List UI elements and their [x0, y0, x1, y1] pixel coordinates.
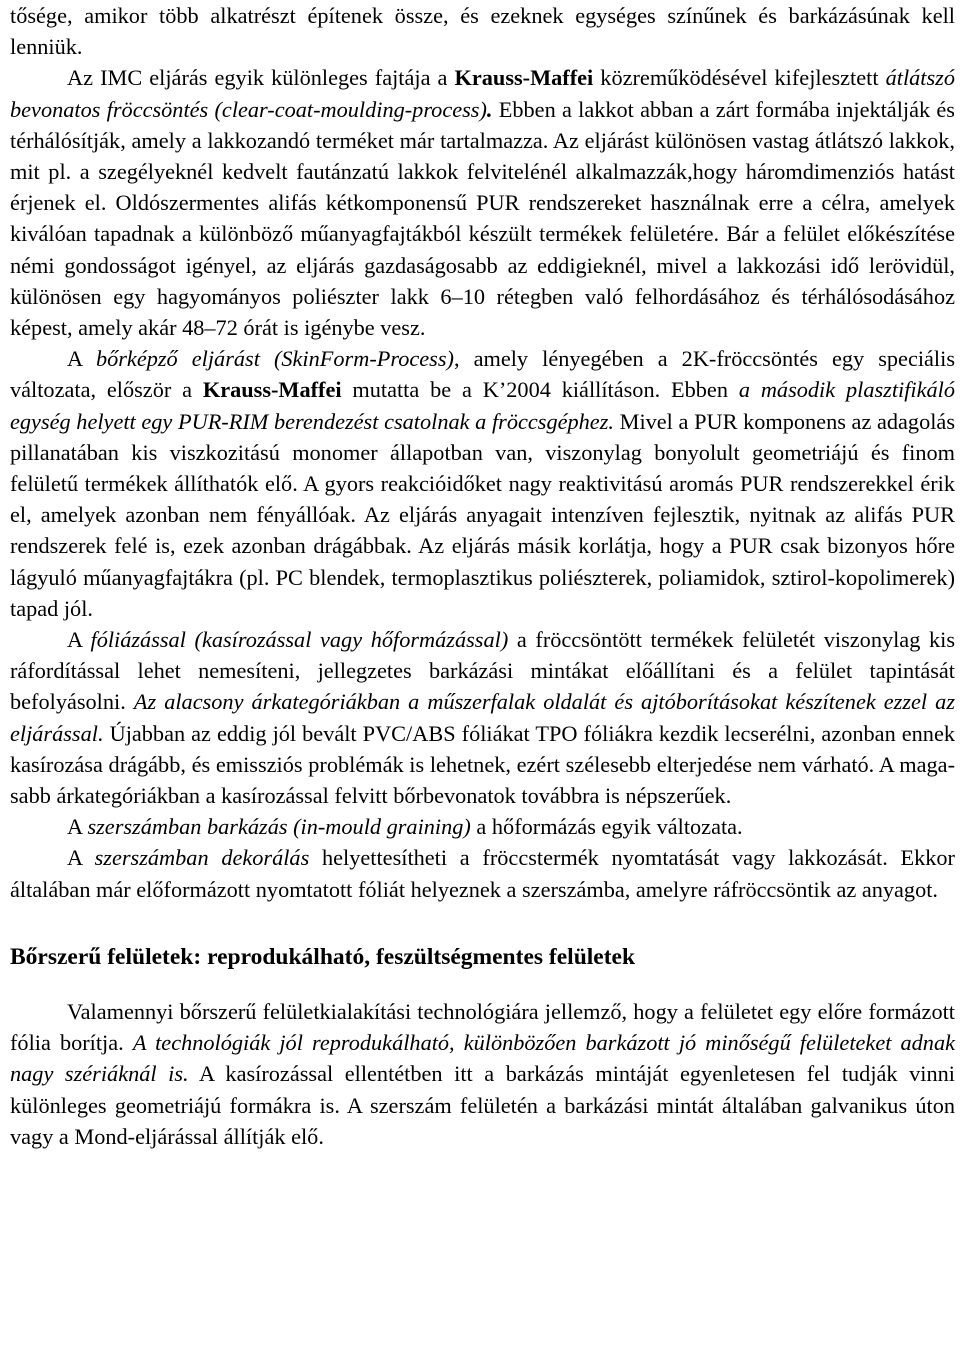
paragraph-p-imc	[10, 62, 955, 343]
paragraph-p-dekoralas	[10, 842, 955, 904]
spacer	[10, 973, 955, 996]
paragraph-p-continuation	[10, 0, 955, 62]
bold-text-run: Krauss-Maffei	[454, 65, 594, 91]
text-run: A	[67, 814, 88, 840]
text-run: A	[67, 627, 91, 653]
italic-text-run: A technológiák jól reprodukálható, különbözően barkázott jó minőségű felületeket adnak nagy szériáknál is.	[10, 1030, 955, 1087]
paragraph-p-skinform	[10, 343, 955, 624]
italic-text-run: szerszámban barkázás (in-mould graining)	[87, 814, 471, 840]
body-text-top	[10, 0, 955, 905]
text-run: A	[67, 845, 95, 871]
paragraph-p-borszeru	[10, 996, 955, 1152]
italic-text-run: a második plasztifikáló egység helyett egy PUR-RIM berendezést csatolnak a fröccsgéphez.	[10, 377, 955, 434]
text-run: Az IMC eljárás egyik különleges fajtája a	[67, 65, 455, 91]
text-run: Újabban az eddig jól bevált PVC/ABS fóliákat TPO fóliákra kezdik lecserélni, azonban ennek kasírozása drágább, és emissziós problémák is lehetnek, ezért szélesebb elterjedése nem várható. A magasabb árkategóriákban a kasírozással felvitt bőrbevonatok továbbra is népszerűek.	[10, 720, 955, 809]
text-run: A kasírozással ellentétben itt a barkázás mintáját egyenletesen fel tudják vinni különleges geometriájú formákra is. A szerszám felületén a barkázási mintát általában galvanikus úton vagy a Mond-eljárással állítják elő.	[10, 1061, 955, 1149]
text-run: tősége, amikor több alkatrészt építenek össze, és ezeknek egységes színűnek és barkázásúnak kell lenniük.	[10, 3, 955, 60]
italic-text-run: Az alacsony árkategóriákban a műszerfalak oldalát és ajtóborításokat készítenek ezzel az eljárással.	[10, 689, 956, 746]
paragraph-p-barkazas	[10, 811, 955, 842]
italic-text-run: szerszámban dekorálás	[94, 845, 310, 871]
text-run: a hőformázás egyik változata.	[470, 814, 743, 840]
italic-text-run: bőrképző eljárást (SkinForm-Process)	[95, 346, 454, 372]
text-run: Ebben a lakkot abban a zárt formába injektálják és térhálósítják, amely a lakkozandó terméket már tartalmazza. Az eljárást különösen vastag átlátszó lakkok, mit pl. a szegélyeknél kedvelt fautánzatú lakkok felvitelénél alkalmazzák,hogy háromdimenziós hatást érjenek el. Oldószermentes alifás kétkomponensű PUR rendszereket használnak erre a célra, amelyek kiválóan tapadnak a különböző műanyagfajtákból készült termékek felületére. Bár a felület előkészítése némi gondosságot igényel, az eljárás gazdaságosabb az eddigieknél, mivel a lakkozási idő lerövidül, különösen egy hagyományos poliészter lakk 6–10 rétegben való felhordásához és térhálósodásához képest, amely akár 48–72 órát is igénybe vesz.	[10, 96, 955, 341]
spacer	[10, 905, 955, 942]
text-run: Mivel a PUR komponens az adagolás pillanatában kis viszkozitású monomer állapotban van, viszonylag bonyolult geometriájú és finom felületű termékek állíthatók elő. A gyors reakcióidőket nagy reaktivitású aromás PUR rendszerekkel érik el, amelyek azonban nem fényállóak. Az eljárás anyagait intenzíven fejlesztik, nyitnak az alifás PUR rendszerek felé is, ezek azonban drágábbak. Az eljárás másik korlátja, hogy a PUR csak bizonyos hőre lágyuló műanyagfajtákra (pl. PC blendek, termoplasztikus poliészterek, poliamidok, sztirol-kopolimerek) tapad jól.	[10, 408, 955, 621]
text-run: , amely lényegében a 2K-fröccsöntés egy speciális változata, először a	[10, 346, 955, 403]
body-text-bottom	[10, 996, 955, 1152]
text-run: a fröccsöntött termékek felületét viszonylag kis ráfordítással lehet nemesíteni, jellegzetes barkázási mintákat előállítani és a felület tapintását befolyásolni.	[10, 627, 955, 715]
text-run: helyettesítheti a fröccstermék nyomtatását vagy lakkozását. Ekkor általában már előformázott nyomtatott fóliát helyeznek a szerszámba, amelyre ráfröccsöntik az anyagot.	[10, 845, 955, 902]
italic-text-run: .	[486, 96, 493, 122]
bold-text-run: Krauss-Maffei	[202, 377, 342, 403]
paragraph-p-foliazas	[10, 624, 955, 811]
italic-text-run: átlátszó bevonatos fröccsöntés (clear-coat-moulding-process)	[10, 65, 955, 122]
text-run: mutatta be a K’2004 kiállításon. Ebben	[341, 377, 739, 403]
section-heading: Bőrszerű felületek: reprodukálható, feszültségmentes felületek	[10, 943, 636, 970]
text-run: Valamennyi bőrszerű felületkialakítási technológiára jellemző, hogy a felületet egy előre formázott fólia borítja.	[10, 998, 955, 1056]
italic-text-run: fóliázással (kasírozással vagy hőformázással)	[90, 627, 509, 653]
text-run: közreműködésével kifejlesztett	[593, 65, 886, 91]
text-run: A	[67, 346, 96, 372]
